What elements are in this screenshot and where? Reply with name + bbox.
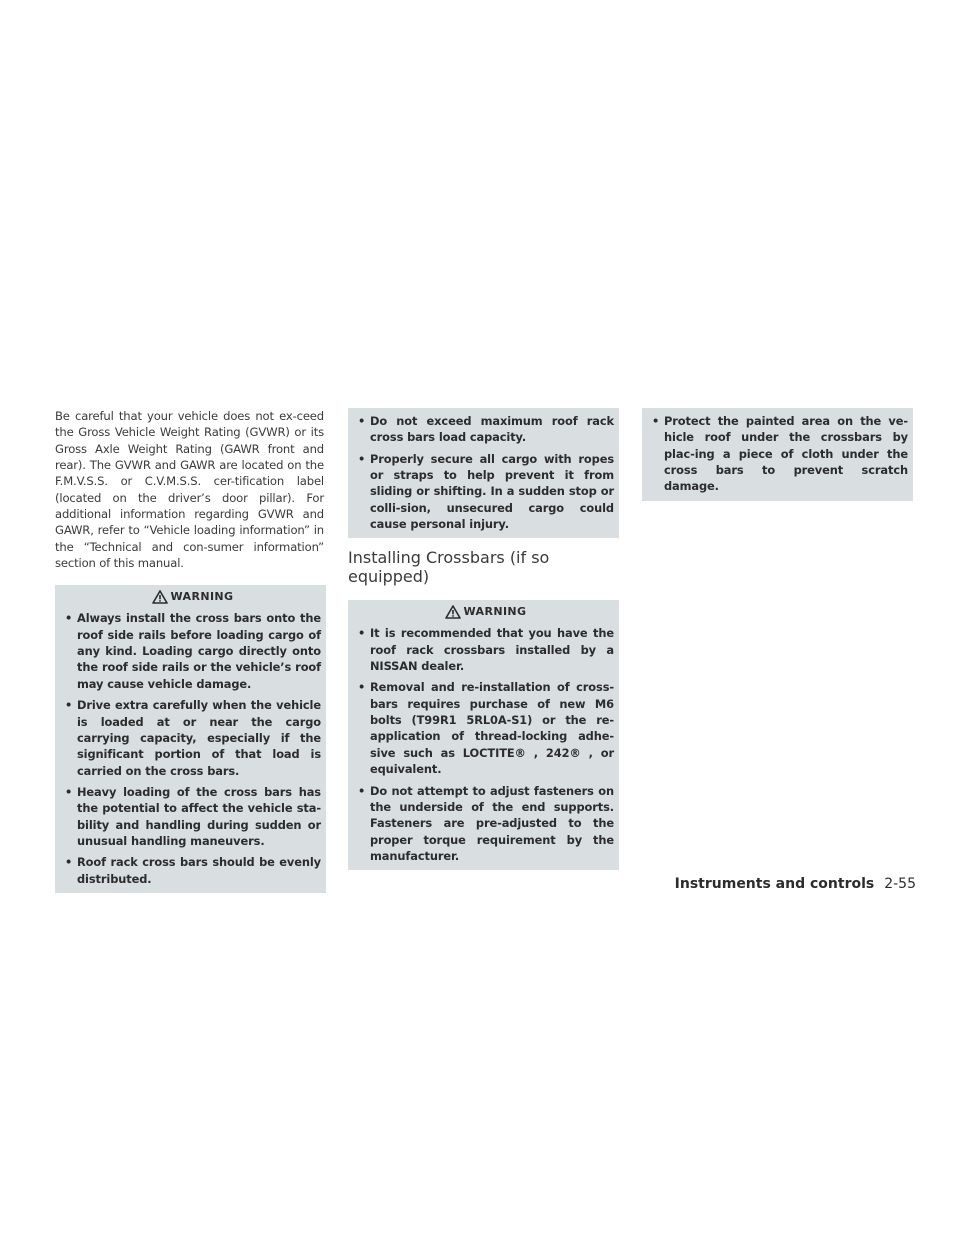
- column-2: [348, 408, 619, 870]
- warning-box-continued-2: [642, 408, 913, 501]
- page-footer: [675, 876, 916, 892]
- warning-item: • Heavy loading of the cross bars has the potential to affect the vehicle sta-bility and handling during sudden or unusual handling maneuvers.: [64, 784, 321, 849]
- warning-item: • Removal and re-installation of cross-bars requires purchase of new M6 bolts (T99R1 5RL0A-S1) or the re-application of thread-locking adhe-sive such as LOCTITE® , 242® , or equivalent.: [357, 679, 614, 777]
- warning-list: [64, 610, 321, 887]
- warning-item: • Roof rack cross bars should be evenly distributed.: [64, 854, 321, 887]
- intro-paragraph: Be careful that your vehicle does not ex-ceed the Gross Vehicle Weight Rating (GVWR) or its Gross Axle Weight Rating (GAWR front and rear). The GVWR and GAWR are located on the F.M.V.S.S. or C.V.M.S.S. cer-tification label (located on the driver’s door pillar). For additional information regarding GVWR and GAWR, refer to “Vehicle loading information” in the “Technical and con-sumer information” section of this manual.: [55, 409, 324, 571]
- warning-item: • Properly secure all cargo with ropes or straps to help prevent it from sliding or shifting. In a sudden stop or colli-sion, unsecured cargo could cause personal injury.: [357, 451, 614, 533]
- warning-item: • Protect the painted area on the ve-hicle roof under the crossbars by plac-ing a piece of cloth under the cross bars to prevent scratch damage.: [651, 413, 908, 495]
- warning-list-continued: [651, 413, 908, 495]
- warning-triangle-icon: [445, 605, 461, 619]
- warning-item: • It is recommended that you have the roof rack crossbars installed by a NISSAN dealer.: [357, 625, 614, 674]
- warning-item: • Do not exceed maximum roof rack cross bars load capacity.: [357, 413, 614, 446]
- column-1: [55, 408, 326, 893]
- section-title: Installing Crossbars (if so equipped): [348, 548, 550, 587]
- warning-item: • Do not attempt to adjust fasteners on the underside of the end supports. Fasteners are pre-adjusted to the proper torque requirement by the manufacturer.: [357, 783, 614, 865]
- warning-header: [357, 600, 614, 623]
- footer-section-name: Instruments and controls: [674, 876, 875, 892]
- column-3: [642, 408, 913, 501]
- warning-item: • Drive extra carefully when the vehicle is loaded at or near the cargo carrying capacity, especially if the significant portion of that load is carried on the cross bars.: [64, 697, 321, 779]
- warning-title: WARNING: [170, 590, 234, 604]
- warning-box-crossbars: [348, 600, 619, 870]
- warning-header: [64, 585, 321, 608]
- warning-list: [357, 625, 614, 864]
- page-number: 2-55: [884, 876, 916, 892]
- warning-title: WARNING: [463, 605, 527, 619]
- warning-list-continued: [357, 413, 614, 532]
- warning-item: • Always install the cross bars onto the roof side rails before loading cargo of any kind. Loading cargo directly onto the roof side rails or the vehicle’s roof may cause vehicle damage.: [64, 610, 321, 692]
- warning-box-continued: [348, 408, 619, 538]
- warning-box-roof-rack: [55, 585, 326, 893]
- warning-triangle-icon: [152, 590, 168, 604]
